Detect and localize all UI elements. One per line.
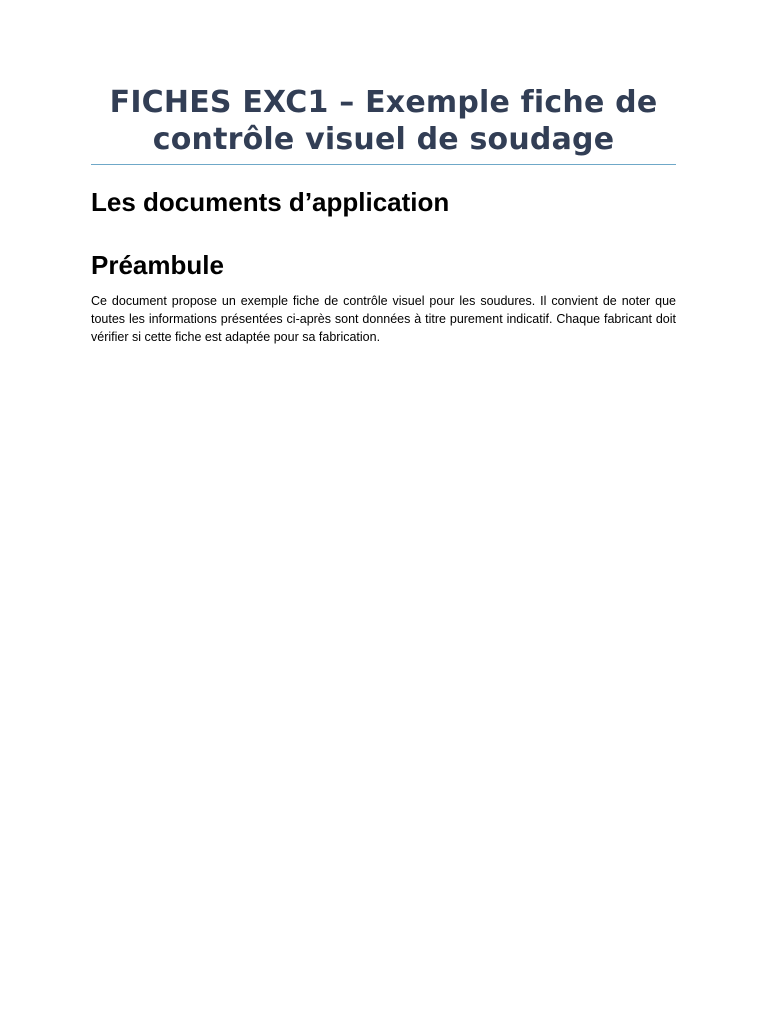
section-heading-preambule: Préambule [91,250,224,280]
preambule-paragraph: Ce document propose un exemple fiche de contrôle visuel pour les soudures. Il convient de noter que toutes les informations présentées ci-après sont données à titre purement indicatif. Chaque fabricant doit vérifier si cette fiche est adaptée pour sa fabrication. [91,294,676,344]
section-heading-documents: Les documents d’application [91,187,450,217]
document-page [91,84,676,346]
document-title: FICHES EXC1 – Exemple fiche de contrôle visuel de soudage [109,85,658,157]
title-underline [91,164,676,165]
